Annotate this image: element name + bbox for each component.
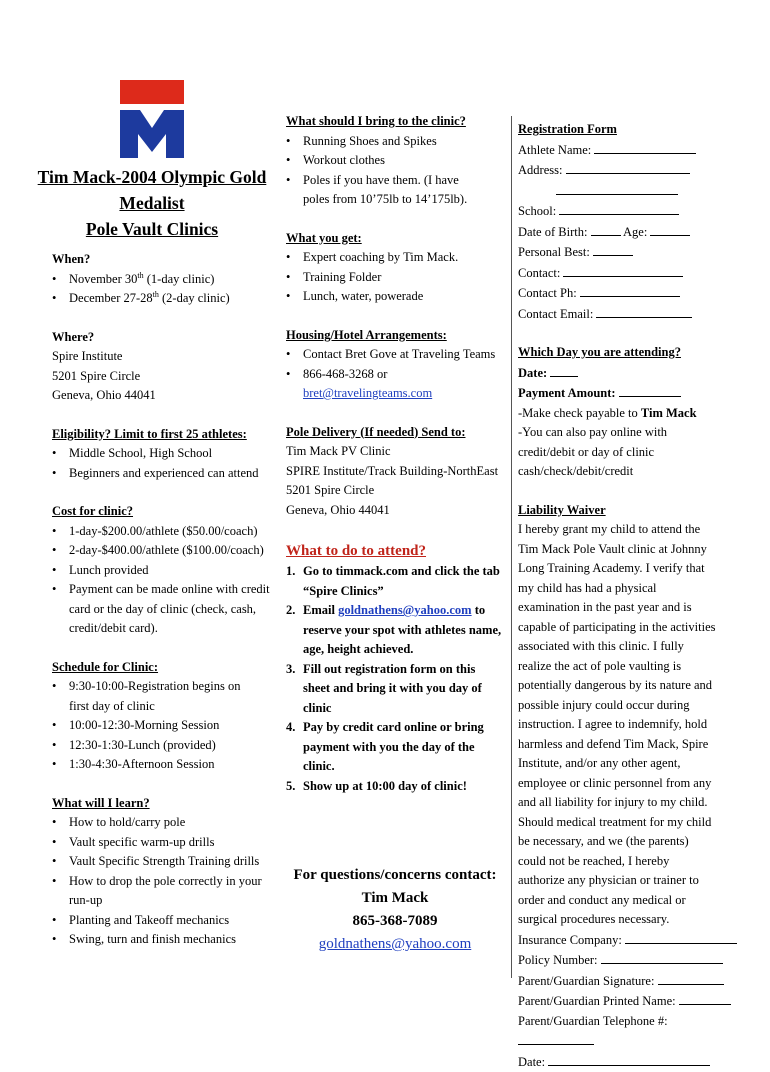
waiver-heading: Liability Waiver	[518, 501, 738, 521]
policy-field[interactable]: Policy Number:	[518, 950, 738, 971]
list-item: • December 27-28th (2-day clinic)	[52, 289, 280, 309]
contact-field[interactable]: Contact:	[518, 263, 738, 284]
list-item: • 1-day-$200.00/athlete ($50.00/coach)	[52, 522, 280, 542]
waiver-text: I hereby grant my child to attend the Tim Mack Pole Vault clinic at Johnny Long Training Academy. I verify that my child has had a physical examination in the past year and is capable of participating in the activities associated with this clinic. I fully realize the act of pole vaulting is potentially dangerous by its nature and possible injury could occur during instruction. I agree to indemnify, hold harmless and defend Tim Mack, Spire Institute, and/or any other agent, employee or clinic personnel from any and all liability for injury to my child. Should medical treatment for my child be necessary, and we (the parents) could not be reached, I hereby authorize any physician or trainer to order and conduct any medical or surgical procedures necessary.	[518, 520, 718, 930]
middle-column	[286, 112, 504, 956]
left-column	[52, 72, 280, 950]
list-item: • November 30th (1-day clinic)	[52, 270, 280, 290]
housing-email-link[interactable]: bret@travelingteams.com	[303, 386, 432, 400]
athlete-name-field[interactable]: Athlete Name:	[518, 140, 738, 161]
where-line: Geneva, Ohio 44041	[52, 386, 280, 406]
list-item: • Swing, turn and finish mechanics	[52, 930, 280, 950]
list-item: • Payment can be made online with credit card or the day of clinic (check, cash, credit/debit card).	[52, 580, 280, 639]
housing-heading: Housing/Hotel Arrangements:	[286, 326, 504, 346]
address-line-2[interactable]	[518, 181, 738, 202]
attend-steps	[286, 562, 504, 796]
when-list	[52, 270, 280, 309]
list-item: • 1:30-4:30-Afternoon Session	[52, 755, 280, 775]
registration-heading: Registration Form	[518, 120, 738, 140]
printed-name-field[interactable]: Parent/Guardian Printed Name:	[518, 991, 738, 1012]
list-item: • Lunch provided	[52, 561, 280, 581]
list-item: • Workout clothes	[286, 151, 504, 171]
list-item: • 12:30-1:30-Lunch (provided)	[52, 736, 280, 756]
get-heading: What you get:	[286, 229, 504, 249]
schedule-heading: Schedule for Clinic:	[52, 658, 280, 678]
list-item: • Planting and Takeoff mechanics	[52, 911, 280, 931]
list-item: • Contact Bret Gove at Traveling Teams	[286, 345, 504, 365]
right-column	[518, 120, 738, 1072]
cost-list	[52, 522, 280, 639]
personal-best-field[interactable]: Personal Best:	[518, 242, 738, 263]
school-field[interactable]: School:	[518, 201, 738, 222]
when-heading: When?	[52, 250, 280, 270]
bring-list	[286, 132, 504, 210]
attend-heading: What to do to attend?	[286, 540, 504, 562]
where-line: Spire Institute	[52, 347, 280, 367]
list-item: • How to hold/carry pole	[52, 813, 280, 833]
list-item: • Beginners and experienced can attend	[52, 464, 280, 484]
contact-name: Tim Mack	[286, 887, 504, 910]
contact-email-link[interactable]: goldnathens@yahoo.com	[286, 933, 504, 956]
eligibility-heading: Eligibility? Limit to first 25 athletes:	[52, 425, 280, 445]
list-item: • 2-day-$400.00/athlete ($100.00/coach)	[52, 541, 280, 561]
telephone-field[interactable]: Parent/Guardian Telephone #:	[518, 1012, 738, 1052]
list-item: • Training Folder	[286, 268, 504, 288]
where-line: 5201 Spire Circle	[52, 367, 280, 387]
list-item: • Lunch, water, powerade	[286, 287, 504, 307]
step-item: 3. Fill out registration form on this sheet and bring it with you day of clinic	[286, 660, 504, 719]
step-item: 1. Go to timmack.com and click the tab “Spire Clinics”	[286, 562, 504, 601]
payment-field[interactable]: Payment Amount:	[518, 383, 738, 404]
address-field[interactable]: Address:	[518, 160, 738, 181]
attend-email-link[interactable]: goldnathens@yahoo.com	[338, 603, 472, 617]
date-signed-field[interactable]: Date:	[518, 1052, 738, 1072]
contact-phone-field[interactable]: Contact Ph:	[518, 283, 738, 304]
contact-phone: 865-368-7089	[286, 910, 504, 933]
get-list	[286, 248, 504, 307]
date-field[interactable]: Date:	[518, 363, 738, 384]
list-item: • Poles if you have them. (I have poles from 10’75lb to 14’175lb).	[286, 171, 504, 210]
pole-delivery-line: 5201 Spire Circle	[286, 481, 504, 501]
where-heading: Where?	[52, 328, 280, 348]
contact-block	[286, 864, 504, 956]
cost-heading: Cost for clinic?	[52, 502, 280, 522]
list-item: • 10:00-12:30-Morning Session	[52, 716, 280, 736]
list-item: • Vault Specific Strength Training drills	[52, 852, 280, 872]
column-divider	[511, 116, 512, 978]
list-item: • How to drop the pole correctly in your run-up	[52, 872, 280, 911]
pole-delivery-heading: Pole Delivery (If needed) Send to:	[286, 423, 504, 443]
learn-heading: What will I learn?	[52, 794, 280, 814]
pole-delivery-line: Tim Mack PV Clinic	[286, 442, 504, 462]
step-item: 2. Email goldnathens@yahoo.com to reserve your spot with athletes name, age, height achieved.	[286, 601, 504, 660]
list-item: • 9:30-10:00-Registration begins on first day of clinic	[52, 677, 280, 716]
bring-heading: What should I bring to the clinic?	[286, 112, 504, 132]
signature-field[interactable]: Parent/Guardian Signature:	[518, 971, 738, 992]
which-day-heading: Which Day you are attending?	[518, 343, 738, 363]
dob-age-field[interactable]: Date of Birth: Age:	[518, 222, 738, 243]
learn-list	[52, 813, 280, 950]
contact-heading: For questions/concerns contact:	[286, 864, 504, 887]
schedule-list	[52, 677, 280, 775]
list-item: • Running Shoes and Spikes	[286, 132, 504, 152]
eligibility-list	[52, 444, 280, 483]
list-item: • 866-468-3268 or bret@travelingteams.com	[286, 365, 504, 404]
list-item: • Expert coaching by Tim Mack.	[286, 248, 504, 268]
list-item: • Vault specific warm-up drills	[52, 833, 280, 853]
page-title: Tim Mack-2004 Olympic Gold Medalist Pole Vault Clinics	[22, 164, 282, 242]
insurance-field[interactable]: Insurance Company:	[518, 930, 738, 951]
online-note: -You can also pay online with credit/debit or day of clinic cash/check/debit/credit	[518, 423, 738, 482]
pole-delivery-line: Geneva, Ohio 44041	[286, 501, 504, 521]
step-item: 4. Pay by credit card online or bring payment with you the day of the clinic.	[286, 718, 504, 777]
payable-note: -Make check payable to Tim Mack	[518, 404, 738, 424]
step-item: 5. Show up at 10:00 day of clinic!	[286, 777, 504, 797]
contact-email-field[interactable]: Contact Email:	[518, 304, 738, 325]
list-item: • Middle School, High School	[52, 444, 280, 464]
pole-delivery-line: SPIRE Institute/Track Building-NorthEast	[286, 462, 504, 482]
housing-list	[286, 345, 504, 404]
